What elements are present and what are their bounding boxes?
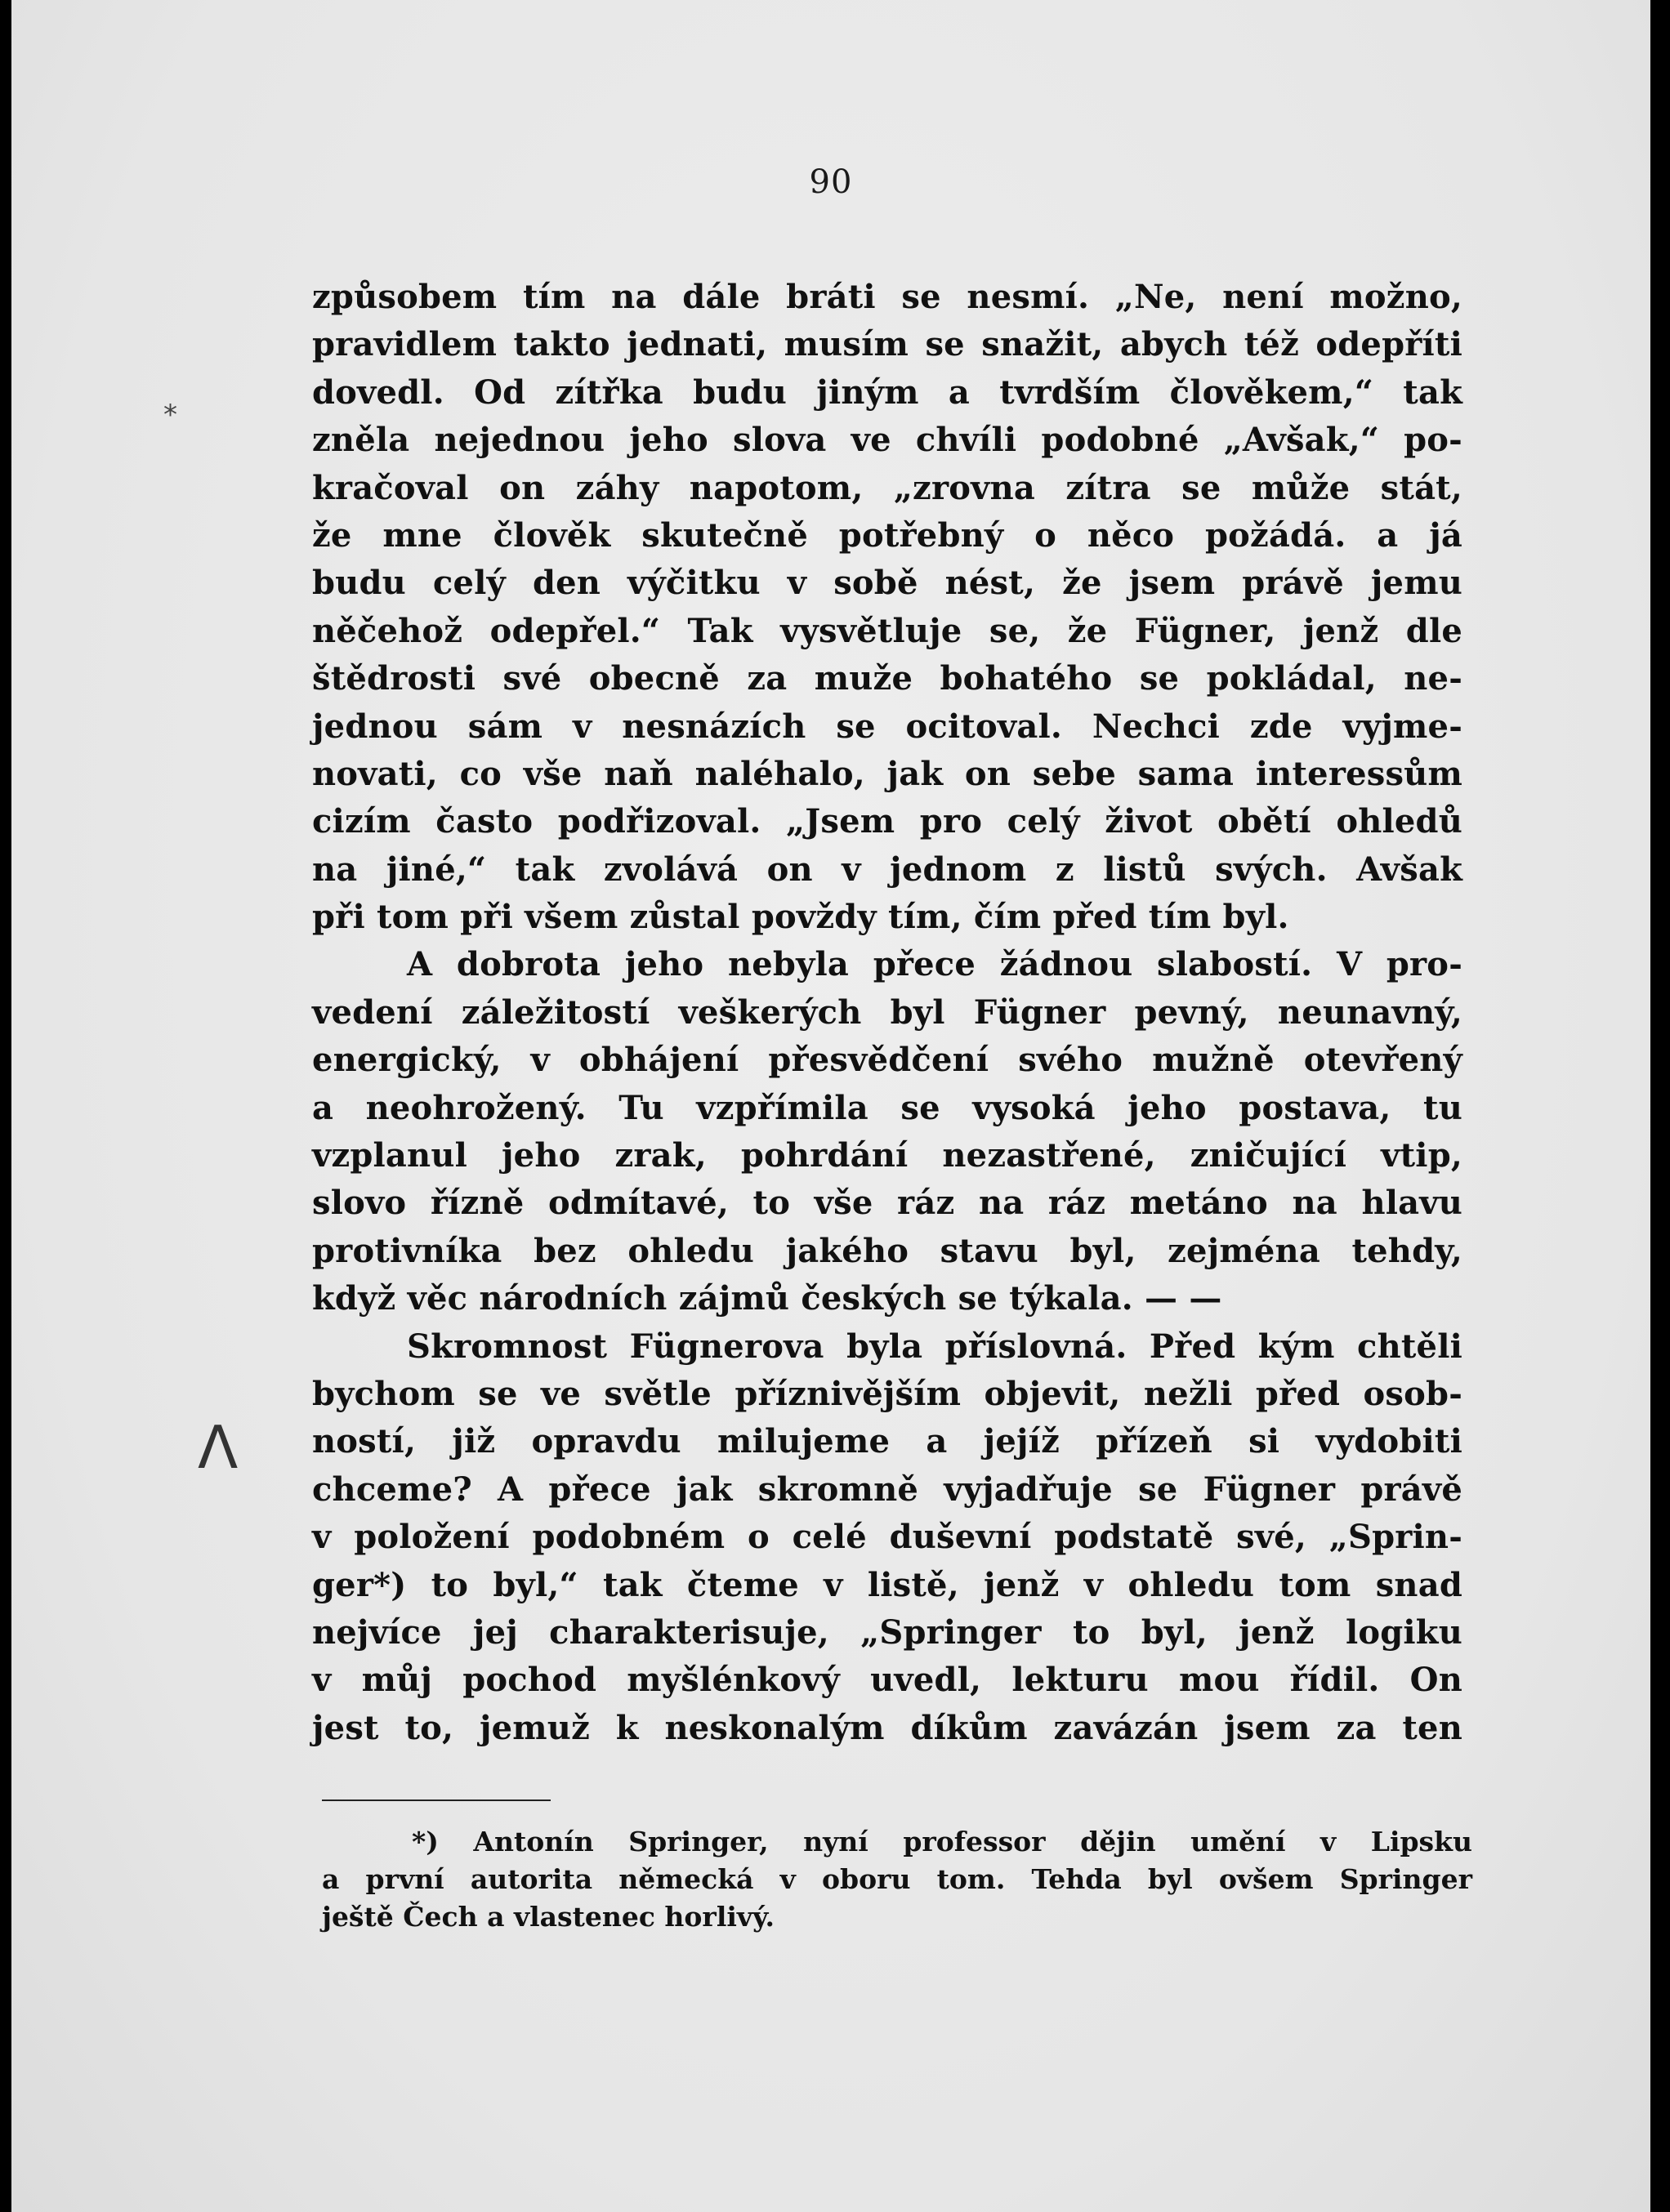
text-line: že mne člověk skutečně potřebný o něco požádá. a já [312, 515, 1462, 555]
text-line: ger*) to byl,“ tak čteme v listě, jenž v ohledu tom snad [312, 1565, 1462, 1604]
text-line: novati, co vše naň naléhalo, jak on sebe sama interessům [312, 754, 1462, 793]
text-line: bychom se ve světle příznivějším objevit, nežli před osob- [312, 1374, 1462, 1413]
footnote-divider [322, 1799, 551, 1801]
text-line: energický, v obhájení přesvědčení svého mužně otevřený [312, 1041, 1462, 1080]
text-line: budu celý den výčitku v sobě nést, že jsem právě jemu [312, 564, 1462, 603]
text-line: chceme? A přece jak skromně vyjadřuje se Fügner právě [312, 1469, 1462, 1509]
text-line: cizím často podřizoval. „Jsem pro celý život obětí ohledů [312, 802, 1462, 841]
text-line: ností, již opravdu milujeme a jejíž přízeň si vydobiti [312, 1422, 1462, 1461]
text-line: slovo řízně odmítavé, to vše ráz na ráz metáno na hlavu [312, 1184, 1462, 1223]
text-line: pravidlem takto jednati, musím se snažit, abych též odepříti [312, 325, 1462, 364]
body-text [312, 274, 1462, 1752]
margin-asterisk-mark: * [163, 399, 177, 431]
text-line: něčehož odepřel.“ Tak vysvětluje se, že Fügner, jenž dle [312, 611, 1462, 650]
paragraph-1 [312, 274, 1462, 941]
text-line: dovedl. Od zítřka budu jiným a tvrdším člověkem,“ tak [312, 372, 1462, 412]
footnote-line: ještě Čech a vlastenec horlivý. [322, 1901, 775, 1933]
text-line: vedení záležitostí veškerých byl Fügner pevný, neunavný, [312, 992, 1462, 1032]
text-line: jest to, jemuž k neskonalým díkům zavázán jsem za ten [312, 1708, 1462, 1747]
text-line: při tom při všem zůstal povždy tím, čím před tím byl. [312, 898, 1289, 937]
text-line: když věc národních zájmů českých se týkala. — — [312, 1279, 1222, 1318]
book-page [11, 0, 1650, 2212]
text-line: a neohrožený. Tu vzpřímila se vysoká jeho postava, tu [312, 1088, 1462, 1127]
text-line: vzplanul jeho zrak, pohrdání nezastřené, zničující vtip, [312, 1136, 1462, 1175]
footnote-line: a první autorita německá v oboru tom. Tehda byl ovšem Springer [322, 1863, 1472, 1895]
text-line: zněla nejednou jeho slova ve chvíli podobné „Avšak,“ po- [312, 421, 1462, 460]
text-line: nejvíce jej charakterisuje, „Springer to byl, jenž logiku [312, 1612, 1462, 1652]
text-line: na jiné,“ tak zvolává on v jednom z listů svých. Avšak [312, 850, 1462, 889]
pencil-mark-icon: Λ [198, 1413, 239, 1482]
text-line: A dobrota jeho nebyla přece žádnou slabostí. V pro- [407, 945, 1462, 984]
text-line: protivníka bez ohledu jakého stavu byl, zejména tehdy, [312, 1231, 1462, 1270]
text-line: v položení podobném o celé duševní podstatě své, „Sprin- [312, 1518, 1462, 1557]
text-line: jednou sám v nesnázích se ocitoval. Nechci zde vyjme- [312, 707, 1462, 746]
paragraph-3 [312, 1323, 1462, 1753]
text-line: v můj pochod myšlénkový uvedl, lekturu mou řídil. On [312, 1661, 1462, 1700]
footnote-line: *) Antonín Springer, nyní professor dějin umění v Lipsku [412, 1826, 1472, 1857]
page-number: 90 [809, 163, 853, 201]
paragraph-2 [312, 941, 1462, 1322]
text-line: způsobem tím na dále bráti se nesmí. „Ne, není možno, [312, 278, 1462, 316]
footnote [322, 1823, 1472, 1936]
text-line: Skromnost Fügnerova byla příslovná. Před kým chtěli [407, 1327, 1462, 1366]
text-line: kračoval on záhy napotom, „zrovna zítra se může stát, [312, 468, 1462, 507]
text-line: štědrosti své obecně za muže bohatého se pokládal, ne- [312, 659, 1462, 698]
